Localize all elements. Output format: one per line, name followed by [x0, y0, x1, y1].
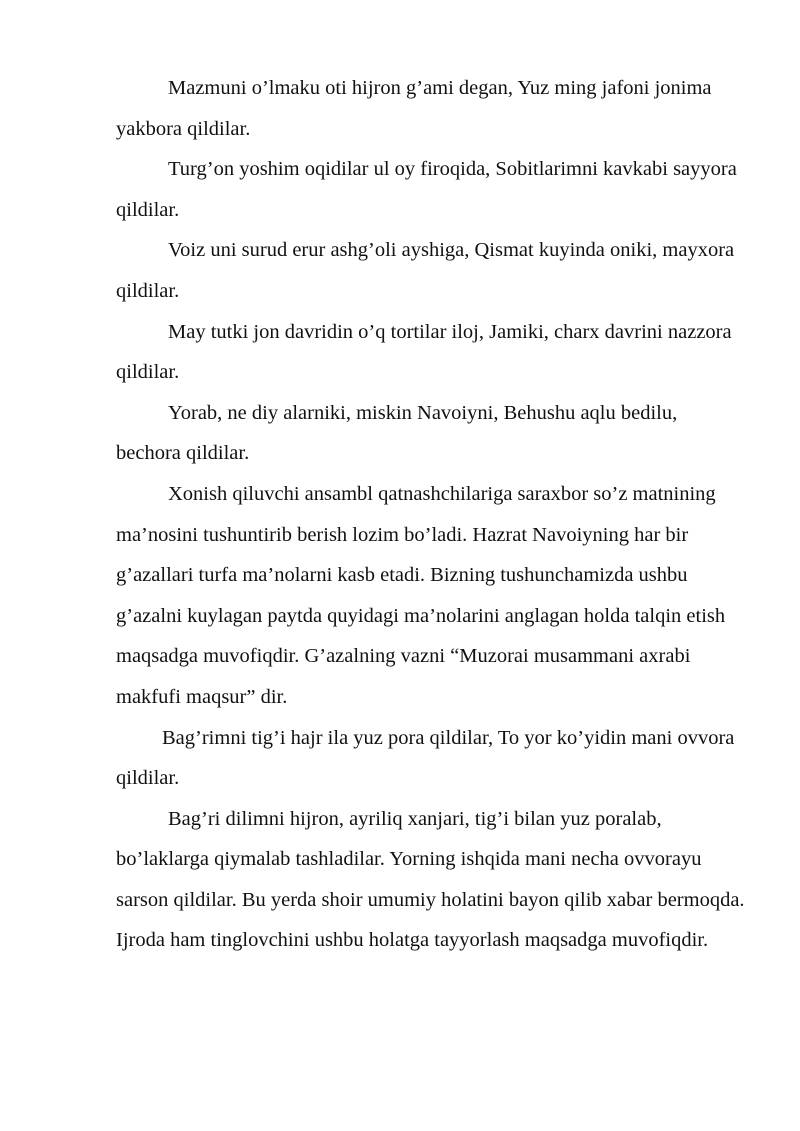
document-body	[116, 68, 746, 961]
verse-paragraph-2: Turg’on yoshim oqidilar ul oy firoqida, Sobitlarimni kavkabi sayyora qildilar.	[116, 158, 737, 221]
verse-paragraph-4: May tutki jon davridin o’q tortilar iloj, Jamiki, charx davrini nazzora qildilar.	[116, 320, 732, 384]
commentary-paragraph-2: Bag’ri dilimni hijron, ayriliq xanjari, tig’i bilan yuz poralab, bo’laklarga qiymalab tashladilar. Yorning ishqida mani necha ovvorayu sarson qildilar. Bu yerda shoir umumiy holatini bayon qilib xabar bermoqda. Ijroda ham tinglovchini ushbu holatga tayyorlash maqsadga muvofiqdir.	[116, 807, 745, 952]
commentary-paragraph-1: Xonish qiluvchi ansambl qatnashchilariga saraxbor so’z matnining ma’nosini tushuntirib berish lozim bo’ladi. Hazrat Navoiyning har bir g’azallari turfa ma’nolarni kasb etadi. Bizning tushunchamizda ushbu g’azalni kuylagan paytda quyidagi ma’nolarini anglagan holda talqin etish maqsadga muvofiqdir. G’azalning vazni “Muzorai musammani axrabi makfufi maqsur” dir.	[116, 482, 726, 708]
verse-paragraph-5: Yorab, ne diy alarniki, miskin Navoiyni, Behushu aqlu bedilu, bechora qildilar.	[116, 401, 678, 465]
verse-paragraph-3: Voiz uni surud erur ashg’oli ayshiga, Qismat kuyinda oniki, mayxora qildilar.	[116, 239, 735, 302]
verse-paragraph-6: Bag’rimni tig’i hajr ila yuz pora qildilar, To yor ko’yidin mani ovvora qildilar.	[116, 726, 735, 790]
verse-paragraph-1: Mazmuni o’lmaku oti hijron g’ami degan, Yuz ming jafoni jonima yakbora qildilar.	[116, 77, 712, 140]
